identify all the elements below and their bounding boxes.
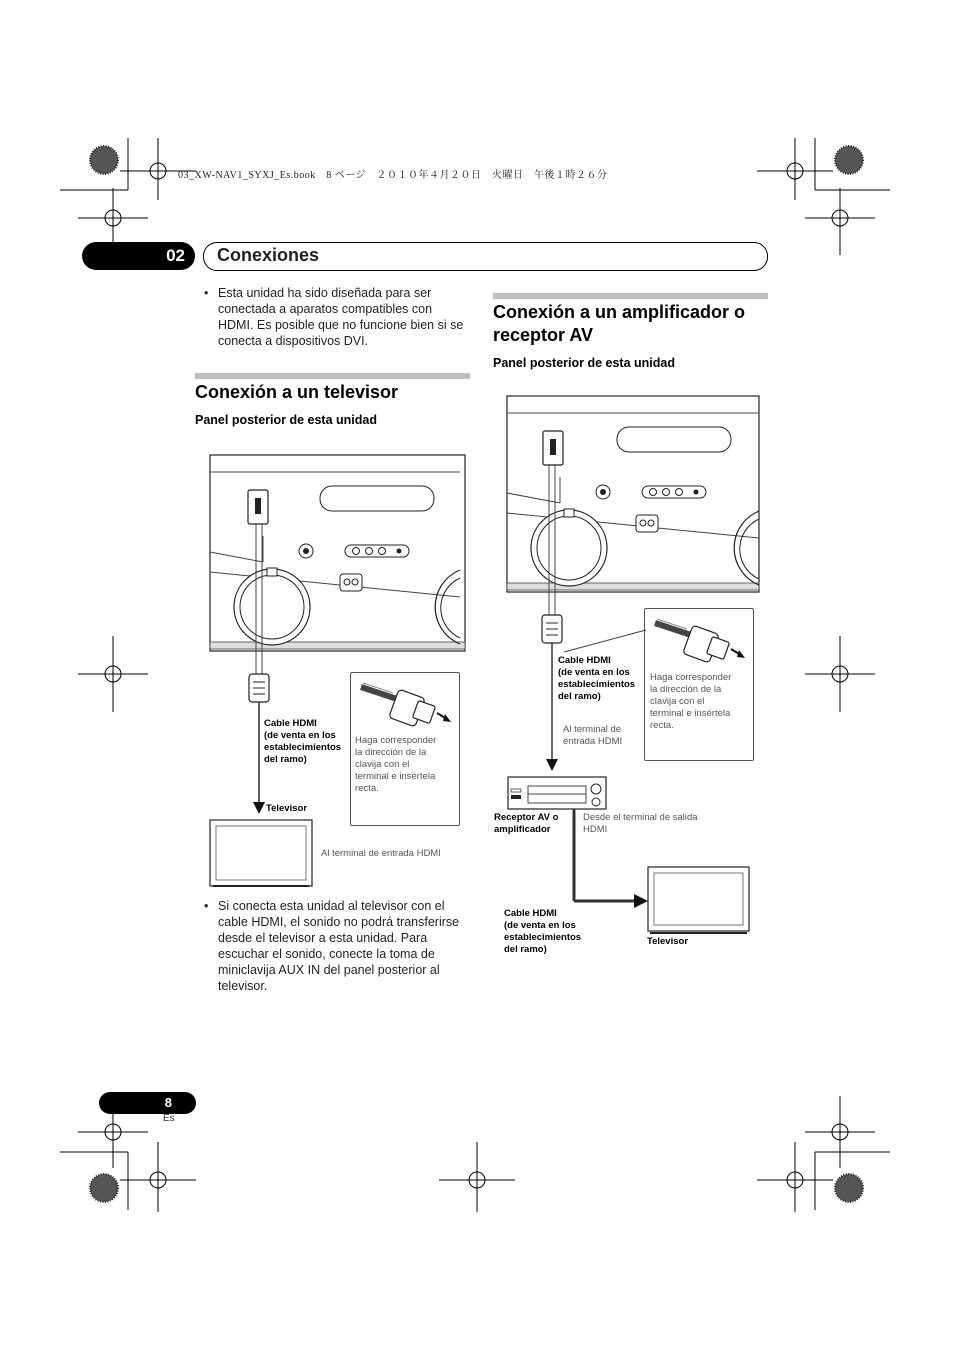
section-subtitle-tv: Panel posterior de esta unidad (195, 413, 377, 427)
cable-label-tv: Cable HDMI (de venta en los establecimientos del ramo) (264, 718, 342, 765)
plug-note-tv: Haga corresponder la dirección de la clavija con el terminal e insértela recta. (355, 735, 437, 794)
tv-label-av: Televisor (647, 936, 689, 947)
plug-note-av: Haga corresponder la dirección de la clavija con el terminal e insértela recta. (650, 672, 732, 731)
plug-callout-av (644, 608, 754, 761)
intro-bullet (204, 285, 470, 349)
tv-label: Televisor (266, 803, 308, 814)
callout-leader-av (562, 626, 652, 656)
bullet-dot: • (204, 286, 209, 300)
cable-label-av: Cable HDMI (de venta en los establecimientos del ramo) (558, 655, 636, 702)
section-bar-av (493, 293, 768, 299)
section-title-tv: Conexión a un televisor (195, 382, 399, 402)
language-code: Es (163, 1113, 175, 1124)
section-subtitle-av: Panel posterior de esta unidad (493, 356, 675, 370)
tv-input-label: Al terminal de entrada HDMI (321, 848, 441, 859)
hdmi-plug-icon (351, 675, 459, 733)
section-bar-tv (195, 373, 470, 379)
page-number: 8 (164, 1095, 172, 1110)
hdmi-plug-icon (645, 611, 753, 669)
receiver-label: Receptor AV o amplificador (494, 812, 559, 835)
receiver-output-label: Desde el terminal de salida HDMI (583, 812, 698, 835)
intro-bullet-text: Esta unidad ha sido diseñada para ser conectada a aparatos compatibles con HDMI. Es posible que no funcione bien si se conecta a dispositivos DVI. (218, 286, 464, 348)
section-title-av: Conexión a un amplificador o receptor AV (493, 302, 746, 345)
page-number-badge (99, 1092, 196, 1114)
cable2-label-av: Cable HDMI (de venta en los establecimientos del ramo) (504, 908, 582, 955)
chapter-number-badge (82, 242, 195, 270)
plug-callout-tv (350, 672, 460, 826)
tv-bullet-text: Si conecta esta unidad al televisor con el cable HDMI, el sonido no podrá transferirse desde el televisor a esta unidad. Para escuchar el sonido, conecte la toma de miniclavija AUX IN del panel posterior al televisor. (218, 899, 460, 993)
chapter-title: Conexiones (217, 245, 320, 265)
chapter-title-box (203, 242, 768, 271)
av-input-label: Al terminal de entrada HDMI (563, 724, 623, 747)
tv-bullet (204, 898, 468, 994)
bullet-dot: • (204, 899, 209, 913)
print-header: 03_XW-NAV1_SYXJ_Es.book 8 ページ ２０１０年４月２０日 火曜日 午後１時２６分 (178, 170, 608, 181)
chapter-number: 02 (166, 246, 185, 265)
